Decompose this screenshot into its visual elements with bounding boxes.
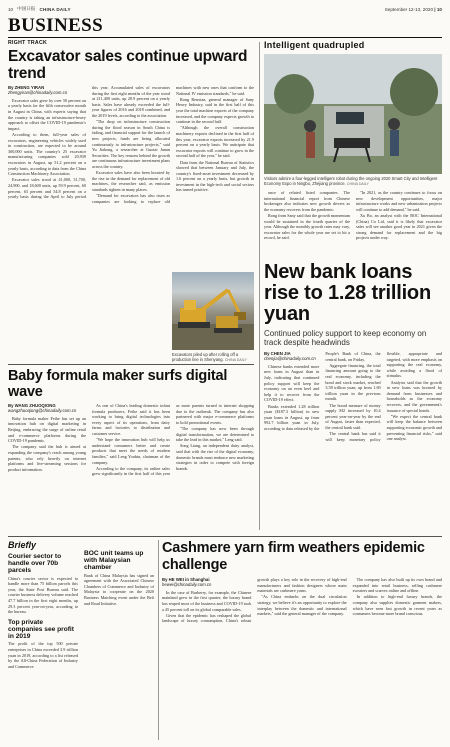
byline: By CHEN JIA chenjia@chinadaily.com.cn [264,351,316,362]
robot-photo [264,54,442,174]
robot-caption: Visitors admire a four-legged intelligent robot during the ongoing 2020 Smart City and Intelligent Economy Expo in Ningbo, Zhejiang province. CHINA DAILY [264,176,438,187]
excavator-caption: Excavators piled up after rolling off a production line in Shenyang. CHINA DAILY [172,352,247,363]
photo-feature-title: Intelligent quadrupled [264,40,365,50]
byline: By WANG ZHUOQIONG wangzhuoqiong@chinadaily.com.cn [8,403,77,414]
briefs-column [8,540,78,740]
headline: New bank loans rise to 1.28 trillion yuan [264,262,431,325]
headline: Baby formula maker surfs digital wave [8,368,228,400]
date-line: September 12-13, 2020 | 10 [384,6,442,12]
story2-body: once of related listed companies. The international financial report from Chinese brokerages also indicates new growth drivers as the economy recovers from the pandemic. Rong from Sany said that the growth momentum would be sustained in the fourth quarter of the year. Although the monthly growth rates may vary, excavator sales for the whole year are set to hit a record, he said. "In 2021, as the country continues to focus on new development opportunities, major infrastructure works and new urbanization projects will continue to add demand," he said. Xu Bo, an analyst with the BOC International (China) Co Ltd, said it is likely that excavator sales will see another good year in 2021 given the strong demand for replacement and the big projects under way. [264,190,442,241]
kicker-label: RIGHT TRACK [8,40,48,46]
byline: By HE WEI in Shanghai hewei@chinadaily.com.cn [162,577,212,588]
section-rule [8,37,442,38]
briefs-column-2 [84,540,154,740]
page-number: 10 [8,6,14,12]
story-cashmere [162,540,442,743]
logo-cn: 中国日报 [17,6,36,11]
byline: By ZHENG YIRAN zhengyiran@chinadaily.com.cn [8,85,68,96]
article-body: By CHEN JIA chenjia@chinadaily.com.cn Chinese banks extended more new loans in August than in July, indicating that continued policy support will keep the economy on an even keel and help it to recover from the COVID-19 effect. Banks extended 1.28 trillion yuan ($187.3 billion) in new yuan loans in August, up from 992.7 billion yuan in July, according to data released by the People's Bank of China, the central bank, on Friday. Aggregate financing, the total financing amount going to the real economy, including the bond and stock market, reached 3.58 trillion yuan, up from 1.69 trillion yuan in the previous month. The broad measure of money supply M2 increased by 10.4 percent year-on-year by the end of August, faster than expected, the central bank said. The central bank has said it will keep monetary policy flexible, appropriate and targeted, with more emphasis on supporting the real economy, while avoiding a flood of stimulus. Analysts said that the growth in new loans was boosted by demand from businesses and households as the economy recovers, and the government's issuance of special bonds. "We expect the central bank will keep the balance between supporting economic growth and preventing financial risks," said one analyst. [264,351,442,442]
publication-name: CHINA DAILY [39,6,71,12]
brief-item: Courier sector to handle over 70b parcels China's courier sector is expected to handle more than 75 billion parcels this year, the State Post Bureau said. The courier business delivery volume reached 47.7 billion in the first eight months, up 29.3 percent year-on-year, according to the bureau. [8,553,78,615]
deck: Continued policy support to keep economy on track despite headwinds [264,329,427,347]
excavator-photo [172,272,254,350]
article-body: By ZHENG YIRAN zhengyiran@chinadaily.com.cn Excavator sales grew by over 50 percent on a yearly basis for the fifth consecutive month in August in China, with experts saying that the country is taking an infrastructure-heavy approach to offset the COVID-19 pandemic's impact. According to them, full-year sales of excavators, engineering vehicles widely used in construction, are expected to be around 300,000 units. The country's 25 excavator manufacturing companies sold 20,939 excavators in August, up 51.2 percent on a yearly basis, according to data from the China Construction Machinery Association. Excavator sales stood at 41,000, 31,700, 24,900, and 18,600 units, up 59.9 percent, 60 percent, 63 percent and 54.8 percent on a yearly basis during the April to July period this year. Accumulated sales of excavators during the first eight months of the year stood at 211,400 units, up 28.9 percent on a yearly basis. Sales have already exceeded the full-year figures of 2016 and 2018 combined, and the 2019 levels, according to the association. "The drop on infrastructure construction during the flood season in South China is fading, and financial support for the launch of new projects, funds are being allocated continuously to infrastructure projects," said Yu Jiahong, a researcher at Guotai Junan Securities. The key reasons behind the growth are continuous infrastructure investment plans across the country. Excavator sales have also been boosted by the rise in the demand for replacement of old machines, the researcher said, as emission standards tighten in many places. "Demand for excavators has also risen as companies are looking to replace old machines with new ones that conform to the National IV emission standards," he said. Rong Renxian, general manager of Sany Heavy Industry, said in the first half of this year the total machine exports of the company increased, and the company expects growth to continue in the second half. "Although the overall construction machinery exports declined in the first half of this year, excavator exports increased by 21.9 percent on a yearly basis. We anticipate that excavator exports will continue to grow in the second half of the year," he said. Data from the National Bureau of Statistics showed that between January and July, the country's fixed-asset investment decreased by 1.6 percent on a yearly basis, but growth in investment in the high-tech and social sectors has turned positive. [8,85,254,204]
headline: Excavator sales continue upward trend [8,48,248,82]
story-bank-loans [264,262,442,532]
brief-item: BOC unit teams up with Malaysian chamber Bank of China Malaysia has signed an agreement with the Associated Chinese Chambers of Commerce and Industry of Malaysia to cooperate on the 2020 Business Matching event under the Belt and Road Initiative. [84,550,154,606]
section-title: BUSINESS [8,15,104,36]
story-baby-formula [8,368,254,530]
briefs-title: Briefly [8,540,37,550]
headline: Cashmere yarn firm weathers epidemic challenge [162,540,425,573]
masthead-bar [8,4,442,14]
article-body: By HE WEI in Shanghai hewei@chinadaily.com.cn In the case of Burberry, for example, the Chinese mainland grew in the first quarter, the luxury brand has reaped most of the business and COVID-19 took a 45 percent toll on its global comparable sales. Given that the epidemic has reshaped the global landscape of luxury consumption, China's robust growth plays a key role in the recovery of high-end manufacturers and fashion designers whose main materials are cashmere yarns. "As China embarks on the dual circulation strategy, we believe it's an opportunity to explore the interplay between the domestic and international markets," said the general manager of the company. The company has also built up its own brand and expanded into retail business, selling cashmere sweaters and scarves online and offline. In addition to high-end luxury brands, the company also supplies domestic garment makers, which have seen fast growth in recent years as consumers become more brand conscious. [162,577,442,624]
brief-item: Top private companies see profit in 2019 The profit of the top 500 private enterprises in China exceeded 3.9 trillion yuan in 2019, according to a list released by the All-China Federation of Industry and Commerce. [8,618,78,669]
article-body: By WANG ZHUOQIONG wangzhuoqiong@chinadaily.com.cn Baby formula maker Feihe has set up an innovation hub on digital marketing in Beijing, embracing the surge of online retail and e-commerce platforms during the COVID-19 pandemic. The company said the hub is aimed at expanding the company's reach among young parents, who rely heavily on internet platforms and live-streaming sessions for product information. As one of China's leading domestic infant formula producers, Feihe said it has been working to bring digital technologies into every aspect of its operations, from dairy farms and factories to distribution and customer service. "We hope the innovation hub will help us understand consumers better and create products that meet the needs of modern families," said Leng Youbin, chairman of the company. According to the company, its online sales grew significantly in the first half of this year as more parents turned to internet shopping due to the outbreak. The company has also partnered with major e-commerce platforms to hold promotional events. "The company has now been through digital transformation, we are determined to take the lead in this market," Leng said. Song Liang, an independent dairy analyst, said that with the rise of the digital economy, domestic brands must embrace new marketing strategies in order to compete with foreign brands. [8,403,254,477]
